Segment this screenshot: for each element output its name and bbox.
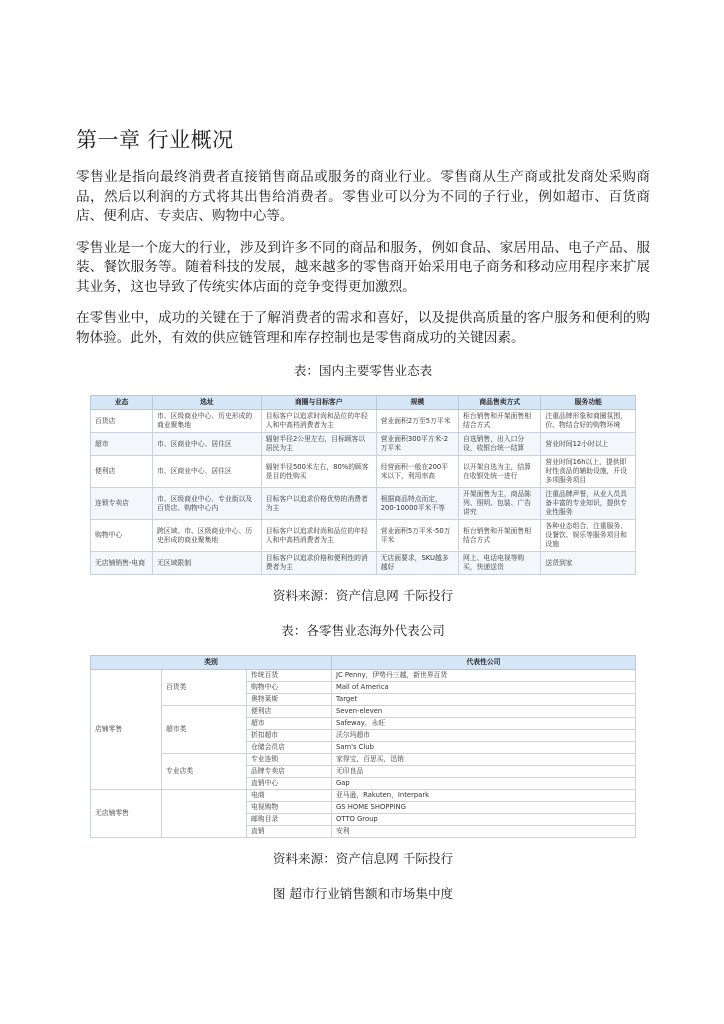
table-cell: 营业时间12小时以上 <box>541 433 636 456</box>
subcategory-cell <box>162 790 247 838</box>
table-row <box>91 552 636 575</box>
type-cell: 邮购目录 <box>247 814 332 826</box>
company-cell: 沃尔玛超市 <box>332 730 636 742</box>
table2-source: 资料来源：资产信息网 千际投行 <box>272 851 454 866</box>
table-cell: 市、区级商业中心、专业街以及百货店、购物中心内 <box>153 488 262 520</box>
type-cell: 品牌专卖店 <box>247 766 332 778</box>
table-row <box>91 520 636 552</box>
column-header: 商圈与目标客户 <box>261 396 376 410</box>
retail-formats-table <box>90 395 636 575</box>
table-row <box>91 754 636 766</box>
table-cell: 无店面要求，SKU越多越好 <box>376 552 458 575</box>
table-cell: 连锁专卖店 <box>91 488 153 520</box>
table-body <box>91 410 636 575</box>
company-cell: Gap <box>332 778 636 790</box>
type-cell: 直销中心 <box>247 778 332 790</box>
table-row <box>91 456 636 488</box>
table1-caption: 表：国内主要零售业态表 <box>293 363 433 378</box>
paragraph: 在零售业中，成功的关键在于了解消费者的需求和喜好，以及提供高质量的客户服务和便利的购物体验。此外，有效的供应链管理和库存控制也是零售商成功的关键因素。 <box>76 310 650 346</box>
table-cell: 网上、电话电视等购买，快递送货 <box>459 552 541 575</box>
table-body <box>91 670 636 838</box>
company-cell: GS HOME SHOPPING <box>332 802 636 814</box>
table-cell: 辐射半径2公里左右，目标顾客以居民为主 <box>261 433 376 456</box>
column-header: 选址 <box>153 396 262 410</box>
table-row <box>91 410 636 433</box>
company-cell: Safeway，永旺 <box>332 718 636 730</box>
table-cell: 柜台销售和开架面售相结合方式 <box>459 410 541 433</box>
table-cell: 无区域限制 <box>153 552 262 575</box>
table-cell: 目标客户以追求价格优势的消费者为主 <box>261 488 376 520</box>
category-cell: 无店铺零售 <box>91 790 162 838</box>
column-header: 规模 <box>376 396 458 410</box>
paragraph: 零售业是一个庞大的行业，涉及到许多不同的商品和服务，例如食品、家居用品、电子产品、服装、餐饮服务等。随着科技的发展，越来越多的零售商开始采用电子商务和移动应用程序来扩展其业务，这也导致了传统实体店面的竞争变得更加激烈。 <box>76 239 650 295</box>
type-cell: 直销 <box>247 826 332 838</box>
table-cell: 开架面售为主，商品陈列、照明、包装、广告讲究 <box>459 488 541 520</box>
type-cell: 传统百货 <box>247 670 332 682</box>
table-cell: 百货店 <box>91 410 153 433</box>
figure-caption: 图 超市行业销售额和市场集中度 <box>272 886 454 901</box>
column-header: 业态 <box>91 396 153 410</box>
paragraph: 零售业是指向最终消费者直接销售商品或服务的商业行业。零售商从生产商或批发商处采购商品，然后以利润的方式将其出售给消费者。零售业可以分为不同的子行业，例如超市、百货商店、便利店、专卖店、购物中心等。 <box>76 169 650 224</box>
type-cell: 电商 <box>247 790 332 802</box>
subcategory-cell: 百货类 <box>162 670 247 706</box>
document-page <box>76 124 650 902</box>
type-cell: 奥特莱斯 <box>247 694 332 706</box>
column-header: 代表性公司 <box>332 656 636 670</box>
type-cell: 仓储会员店 <box>247 742 332 754</box>
company-cell: JC Penny，伊势丹三越，新世界百货 <box>332 670 636 682</box>
company-cell: Seven-eleven <box>332 706 636 718</box>
table-cell: 营业面积5万平米-50万平米 <box>376 520 458 552</box>
table-cell: 柜台销售和开架面售相结合方式 <box>459 520 541 552</box>
table-cell: 送货到家 <box>541 552 636 575</box>
table-cell: 购物中心 <box>91 520 153 552</box>
table-cell: 目标客户以追求价格和便利性的消费者为主 <box>261 552 376 575</box>
table-cell: 市、区商业中心、居住区 <box>153 433 262 456</box>
table2-caption: 表：各零售业态海外代表公司 <box>281 623 445 638</box>
table-cell: 无店铺销售-电商 <box>91 552 153 575</box>
table-row <box>91 706 636 718</box>
table-cell: 自选销售，出入口分设，收银台统一结算 <box>459 433 541 456</box>
table-cell: 营业面积300平方米-2万平米 <box>376 433 458 456</box>
table-cell: 便利店 <box>91 456 153 488</box>
table-cell: 营业时间16h以上，提供即时性食品的辅助设施，开设多项服务项目 <box>541 456 636 488</box>
company-cell: 无印良品 <box>332 766 636 778</box>
subcategory-cell: 超市类 <box>162 706 247 754</box>
table-header-row <box>91 656 636 670</box>
table-cell: 根据商品特点而定，200-10000平米不等 <box>376 488 458 520</box>
table-cell: 注重品牌形象和商圈氛围，价、物结合好的购物环境 <box>541 410 636 433</box>
table-row <box>91 790 636 802</box>
category-cell: 店铺零售 <box>91 670 162 790</box>
type-cell: 便利店 <box>247 706 332 718</box>
type-cell: 购物中心 <box>247 682 332 694</box>
table-cell: 市、区商业中心、居住区 <box>153 456 262 488</box>
column-header: 类别 <box>91 656 332 670</box>
table-cell: 注重品牌声誉，从业人员具备丰富的专业知识，提供专业性服务 <box>541 488 636 520</box>
table-row <box>91 433 636 456</box>
company-cell: Sam's Club <box>332 742 636 754</box>
table-cell: 跨区域、市、区级商业中心、历史形成的商业聚集地 <box>153 520 262 552</box>
table-header-row <box>91 396 636 410</box>
company-cell: OTTO Group <box>332 814 636 826</box>
company-cell: Mall of America <box>332 682 636 694</box>
type-cell: 超市 <box>247 718 332 730</box>
type-cell: 折扣超市 <box>247 730 332 742</box>
table-cell: 以开架自选为主，结算在收银处统一进行 <box>459 456 541 488</box>
type-cell: 专业连锁 <box>247 754 332 766</box>
subcategory-cell: 专业店类 <box>162 754 247 790</box>
table-row <box>91 488 636 520</box>
company-cell: 安利 <box>332 826 636 838</box>
table-row <box>91 670 636 682</box>
table-cell: 营业面积2万至5万平米 <box>376 410 458 433</box>
chapter-title: 第一章 行业概况 <box>76 128 234 152</box>
overseas-companies-table <box>90 655 636 838</box>
table-cell: 超市 <box>91 433 153 456</box>
table-cell: 经营面积一般在200平米以下，利用率高 <box>376 456 458 488</box>
company-cell: 亚马逊，Rakuten，Interpark <box>332 790 636 802</box>
column-header: 商品售卖方式 <box>459 396 541 410</box>
table-cell: 目标客户以追求时尚和品位的年轻人和中高档消费者为主 <box>261 520 376 552</box>
company-cell: 家得宝，百思买，迅销 <box>332 754 636 766</box>
table-cell: 市、区级商业中心、历史形成的商业聚集地 <box>153 410 262 433</box>
column-header: 服务功能 <box>541 396 636 410</box>
table1-source: 资料来源：资产信息网 千际投行 <box>272 588 454 603</box>
company-cell: Target <box>332 694 636 706</box>
type-cell: 电视购物 <box>247 802 332 814</box>
table-cell: 各种业态组合，注重服务、设餐饮、娱乐等服务项目和设施 <box>541 520 636 552</box>
table-cell: 辐射半径500米左右，80%的顾客是目的性购买 <box>261 456 376 488</box>
table-cell: 目标客户以追求时尚和品位的年轻人和中高档消费者为主 <box>261 410 376 433</box>
